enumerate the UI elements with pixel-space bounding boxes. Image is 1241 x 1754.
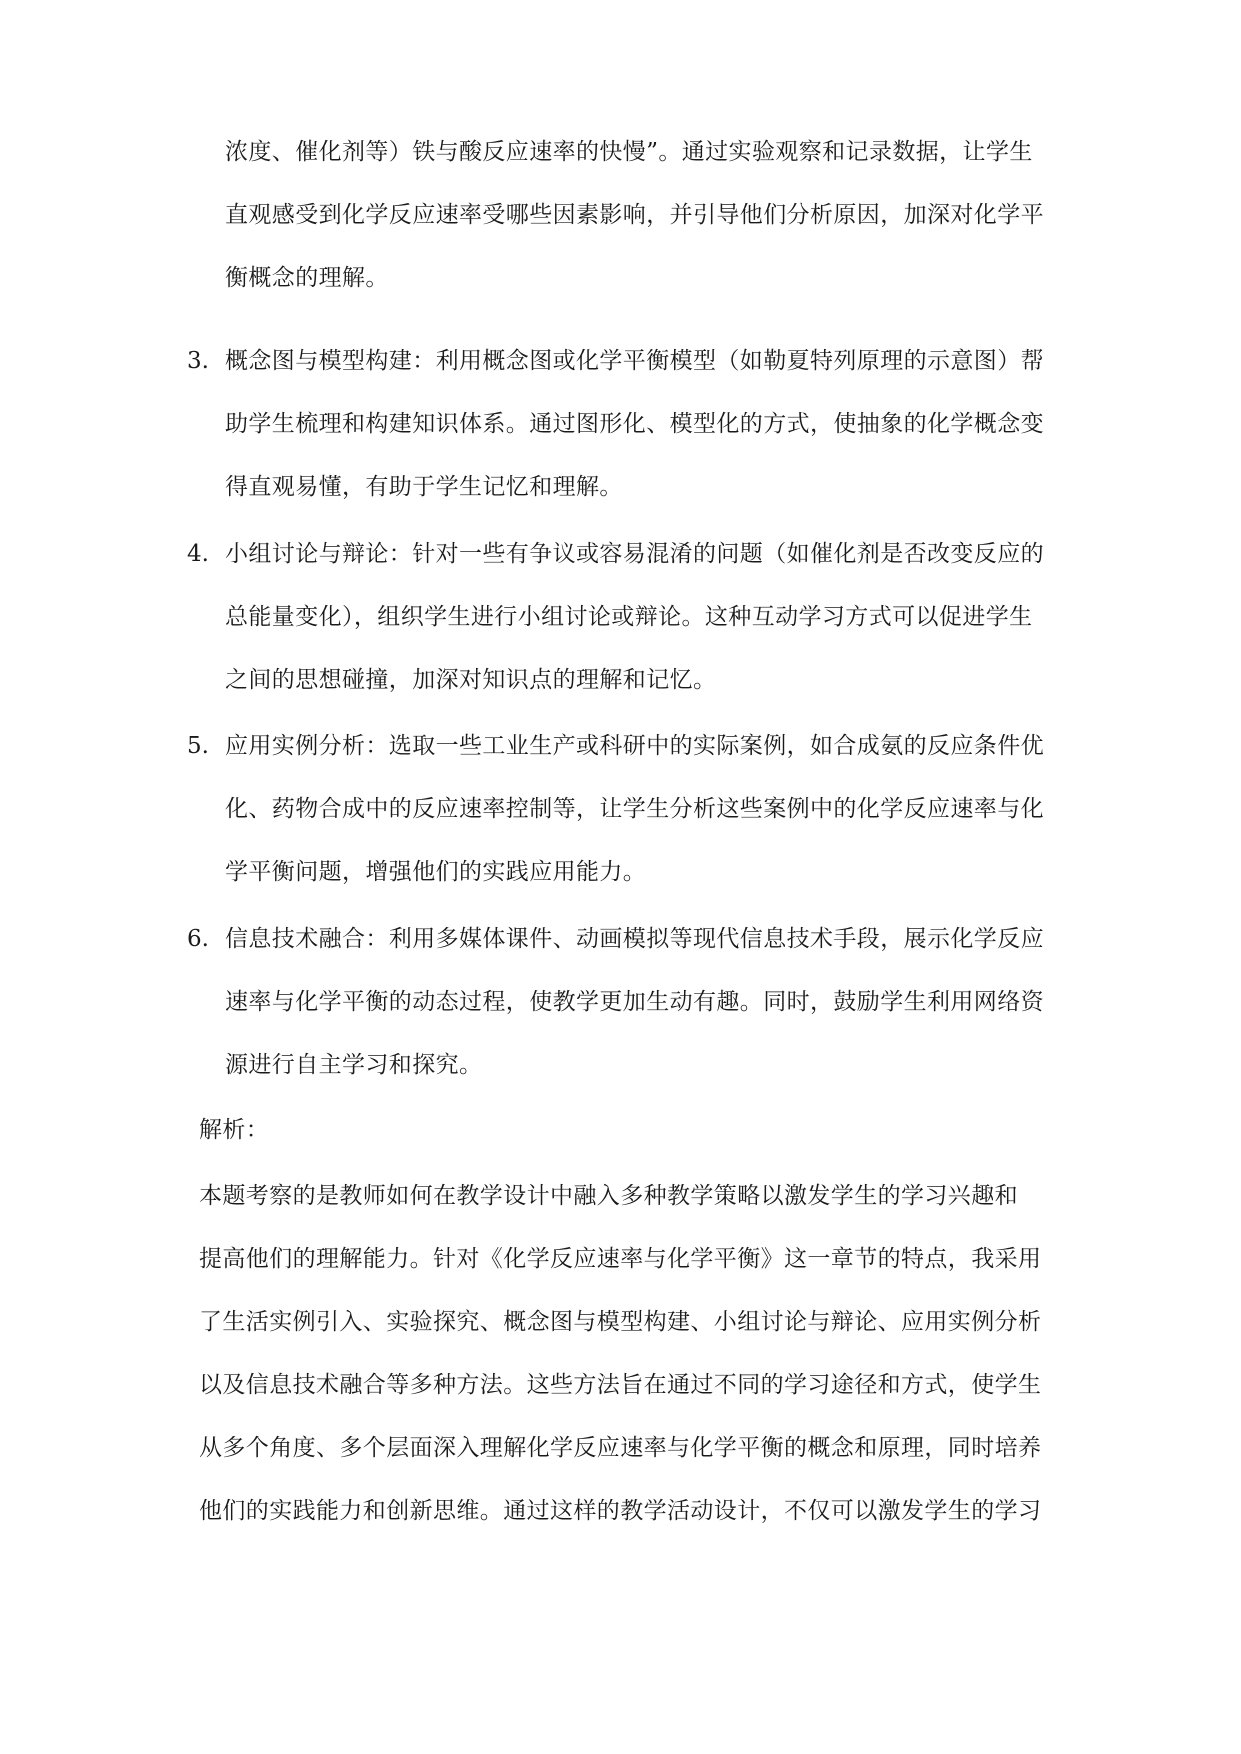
list-item-line: 助学生梳理和构建知识体系。通过图形化、模型化的方式，使抽象的化学概念变	[225, 411, 1044, 437]
analysis-line: 了生活实例引入、实验探究、概念图与模型构建、小组讨论与辩论、应用实例分析	[199, 1309, 1042, 1335]
list-item-line: 源进行自主学习和探究。	[225, 1052, 483, 1078]
analysis-line: 本题考察的是教师如何在教学设计中融入多种教学策略以激发学生的学习兴趣和	[199, 1183, 1018, 1209]
analysis-heading: 解析：	[199, 1117, 270, 1143]
list-item-line: 学平衡问题，增强他们的实践应用能力。	[225, 859, 647, 885]
list-item-number: 5.	[187, 733, 209, 759]
list-item-line: 化、药物合成中的反应速率控制等，让学生分析这些案例中的化学反应速率与化	[225, 796, 1044, 822]
list-item-line: 应用实例分析：选取一些工业生产或科研中的实际案例，如合成氨的反应条件优	[225, 733, 1044, 759]
continuation-line: 衡概念的理解。	[225, 265, 389, 291]
analysis-line: 他们的实践能力和创新思维。通过这样的教学活动设计，不仅可以激发学生的学习	[199, 1498, 1042, 1524]
continuation-line: 浓度、催化剂等）铁与酸反应速率的快慢”。通过实验观察和记录数据，让学生	[225, 139, 1033, 165]
list-item-line: 总能量变化），组织学生进行小组讨论或辩论。这种互动学习方式可以促进学生	[225, 604, 1033, 630]
list-item-line: 得直观易懂，有助于学生记忆和理解。	[225, 474, 623, 500]
list-item-number: 4.	[187, 541, 209, 567]
analysis-line: 提高他们的理解能力。针对《化学反应速率与化学平衡》这一章节的特点，我采用	[199, 1246, 1042, 1272]
analysis-line: 从多个角度、多个层面深入理解化学反应速率与化学平衡的概念和原理，同时培养	[199, 1435, 1042, 1461]
list-item-line: 概念图与模型构建：利用概念图或化学平衡模型（如勒夏特列原理的示意图）帮	[225, 348, 1044, 374]
analysis-line: 以及信息技术融合等多种方法。这些方法旨在通过不同的学习途径和方式，使学生	[199, 1372, 1042, 1398]
list-item-line: 小组讨论与辩论：针对一些有争议或容易混淆的问题（如催化剂是否改变反应的	[225, 541, 1044, 567]
continuation-line: 直观感受到化学反应速率受哪些因素影响，并引导他们分析原因，加深对化学平	[225, 202, 1044, 228]
list-item-line: 信息技术融合：利用多媒体课件、动画模拟等现代信息技术手段，展示化学反应	[225, 926, 1044, 952]
list-item-number: 6.	[187, 926, 209, 952]
list-item-line: 速率与化学平衡的动态过程，使教学更加生动有趣。同时，鼓励学生利用网络资	[225, 989, 1044, 1015]
list-item-line: 之间的思想碰撞，加深对知识点的理解和记忆。	[225, 667, 717, 693]
list-item-number: 3.	[187, 348, 209, 374]
